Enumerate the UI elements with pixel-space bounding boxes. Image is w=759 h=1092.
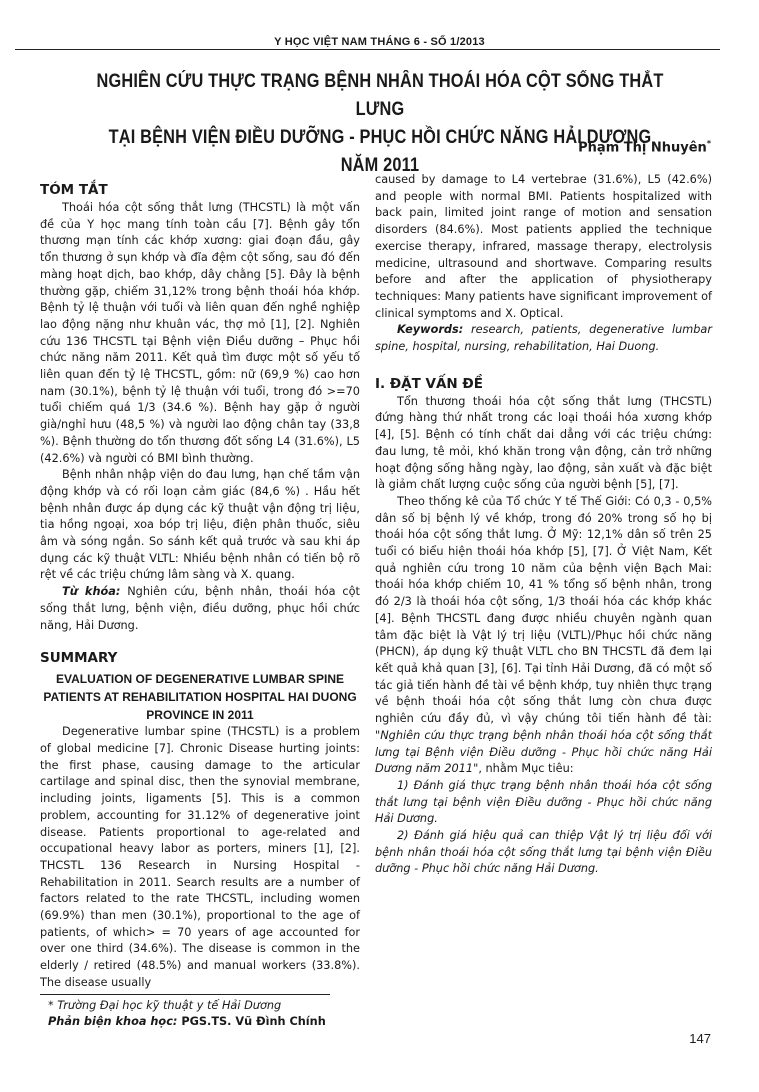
article-title (88, 68, 673, 180)
section-1-p2-end: ", nhằm Mục tiêu: (473, 762, 574, 776)
reviewer-label: Phản biện khoa học: (48, 1015, 178, 1028)
abstract-vi-paragraph-1: Thoái hóa cột sống thắt lưng (THCSTL) là một vấn đề của Y học mang tính toàn cầu [7]. Bệnh gây tổn thương mạn tính các khớp xương: giai đoạn đầu, gây tổn thương ở sụn khớp và đĩa đệm cột sống, sau đó đến màng hoạt dịch, bao khớp, dây chằng [5]. Đây là bệnh thường gặp, chiếm 31,12% trong bệnh thoái hóa khớp. Bệnh tỷ lệ thuận với tuổi và liên quan đến nghề nghiệp lao động nặng như khuân vác, thợ mỏ [1], [2]. Nghiên cứu 136 THCSTL tại Bệnh viện Điều dưỡng – Phục hồi chức năng năm 2011. Kết quả tìm được một số yếu tố liên quan đến tỷ lệ THCSTL, gồm: nữ (69,9 %) cao hơn nam (30.1%), bệnh tỷ lệ thuận với tuổi, trong đó >=70 tuổi chiếm quá 1/3 (34.6 %). Bệnh hay gặp ở người già/nghỉ hưu (48,5 %) và người lao động chân tay (33,8 %). Bệnh thường do tổn thương đốt sống L4 (31.6%), L5 (42.6%) và người có BMI bình thường. (40, 201, 360, 465)
affiliation-text: * Trường Đại học kỹ thuật y tế Hải Dương (48, 999, 282, 1012)
abstract-vi-keywords (40, 584, 360, 634)
summary-heading: SUMMARY (40, 650, 118, 667)
section-1-p2-text: Theo thống kê của Tổ chức Y tế Thế Giới: Có 0,3 - 0,5% dân số bị bệnh lý về khớp, trong đó 20% trong số họ bị thoái hóa cột sống thắt lưng. Ở Mỹ: 12,1% dân số trên 25 tuổi có biểu hiện thoái hóa khớp [5], [7]. Ở Việt Nam, Kết quả nghiên cứu trong 10 năm của bệnh viện Bạch Mai: thoái hóa khớp chiếm 10, 41 % tổng số bệnh nhân, trong đó 2/3 là thoái hóa cột sống, 1/3 thoái hóa các khớp khác [4]. Bệnh THCSTL đang được nhiều chuyên ngành quan tâm đặc biệt là Vật lý trị liệu (VLTL)/Phục hồi chức năng (PHCN), áp dụng kỹ thuật VLTL cho BN THCSTL đã đem lại kết quả khả quan [3], [6]. Tại tỉnh Hải Dương, đã có một số tác giả tiến hành đề tài về bệnh khớp, tuy nhiên thực trạng về bệnh thoái hóa cột sống thắt lưng còn chưa được nghiên cứu đầy đủ, vì vậy chúng tôi tiến hành đề tài: " (375, 494, 712, 742)
footnote-affiliation (48, 998, 281, 1014)
summary-title: EVALUATION OF DEGENERATIVE LUMBAR SPINE PATIENTS AT REHABILITATION HOSPITAL HAI DUONG PROVINCE IN 2011 (43, 672, 357, 723)
running-head: Y HỌC VIỆT NAM THÁNG 6 - SỐ 1/2013 (274, 36, 485, 48)
header-rule (15, 49, 720, 50)
study-title-quote: Nghiên cứu thực trạng bệnh nhân thoái hóa cột sống thắt lưng tại Bệnh viện Điều dưỡng - Phục hồi chức năng Hải Dương năm 2011 (375, 728, 712, 776)
author-mark: * (706, 139, 711, 148)
keywords-text: Nghiên cứu, bệnh nhân, thoái hóa cột sống thắt lưng, bệnh viện, điều dưỡng, phục hồi chức năng, Hải Dương. (40, 585, 360, 632)
section-1-paragraph-1: Tổn thương thoái hóa cột sống thắt lưng (THCSTL) đứng hàng thứ nhất trong các loại thoái hóa xương khớp [4], [5]. Bệnh có tính chất dai dẳng với các triệu chứng: đau lưng, tê mỏi, khó khăn trong vận động, cản trở những hoạt động sống hằng ngày, lao động, sản xuất và đặc biệt là giảm chất lượng cuộc sống của người bệnh [5], [7]. (375, 394, 712, 492)
left-column (40, 180, 360, 992)
right-column (375, 172, 712, 878)
objective-1 (375, 778, 712, 828)
abstract-vi-paragraph-2: Bệnh nhân nhập viện do đau lưng, hạn chế tầm vận động khớp và có rối loạn cảm giác (84,6 %) . Hầu hết bệnh nhân được áp dụng các kỹ thuật vận động trị liệu, tia hồng ngoại, xoa bóp trị liệu, điện phân thuốc, siêu âm và sóng ngắn. So sánh kết quả trước và sau khi áp dụng các kỹ thuật VLTL: Nhiều bệnh nhân có tiến bộ rõ rệt về các triệu chứng lâm sàng và X. quang. (40, 468, 360, 582)
abstract-vi-heading: TÓM TẮT (40, 182, 108, 198)
author (578, 139, 711, 155)
summary-keywords-text: research, patients, degenerative lumbar spine, hospital, nursing, rehabilitation, Hai Duong. (375, 323, 712, 354)
footnote-reviewer (48, 1014, 326, 1030)
summary-paragraph-1-cont: caused by damage to L4 vertebrae (31.6%), L5 (42.6%) and people with normal BMI. Patients hospitalized with back pain, limited joint range of motion and sensation disorders (84.6%). Most patients applied the technique exercise therapy, infrared, massage therapy, electrolysis medicine, ultrasound and shortwave. Comparing results before and after the application of physiotherapy techniques: Many patients have significant improvement of clinical symptoms and X. Optical. (375, 173, 712, 320)
keywords-label: Từ khóa: (62, 585, 121, 599)
objective-1-text: 1) Đánh giá thực trạng bệnh nhân thoái hóa cột sống thắt lưng tại bệnh viện Điều dưỡng - Phục hồi chức năng Hải Dương. (375, 778, 712, 826)
summary-keywords-label: Keywords: (397, 323, 464, 337)
title-line-1: NGHIÊN CỨU THỰC TRẠNG BỆNH NHÂN THOÁI HÓA CỘT SỐNG THẮT LƯNG (96, 71, 664, 120)
objective-2 (375, 828, 712, 878)
section-1-paragraph-2 (375, 494, 712, 778)
footnote-rule (40, 994, 330, 995)
summary-paragraph-1: Degenerative lumbar spine (THCSTL) is a problem of global medicine [7]. Chronic Disease hurting joints: the first phase, causing damage to the articular cartilage and spinal disc, then the synovial membrane, including joints, ligaments [5]. This is a common problem, accounting for 31.12% of degenerative joint disease. Patients proportional to age-related and occupational heavy labor as porters, miners [1], [2]. THCSTL 136 Research in Nursing Hospital - Rehabilitation in 2011. Search results are a number of factors related to the rate THCSTL, including women (69.9%) than men (30.1%), proportional to the age of patients, of which> = 70 years of age accounted for over one third (34.6%). The disease is common in the elderly / retired (48.5%) and manual workers (33.8%). The disease usually (40, 725, 360, 989)
reviewer-name: PGS.TS. Vũ Đình Chính (177, 1015, 326, 1028)
objective-2-text: 2) Đánh giá hiệu quả can thiệp Vật lý trị liệu đối với bệnh nhân thoái hóa cột sống thắt lưng tại bệnh viện Điều dưỡng - Phục hồi chức năng Hải Dương. (375, 829, 712, 876)
page-number: 147 (689, 1031, 711, 1046)
summary-keywords (375, 322, 712, 355)
section-1-heading: I. ĐẶT VẤN ĐỀ (375, 375, 483, 392)
author-name: Phạm Thị Nhuyên (578, 140, 707, 156)
title-line-2: TẠI BỆNH VIỆN ĐIỀU DƯỠNG - PHỤC HỒI CHỨC NĂNG HẢI DƯƠNG NĂM 2011 (108, 127, 652, 176)
